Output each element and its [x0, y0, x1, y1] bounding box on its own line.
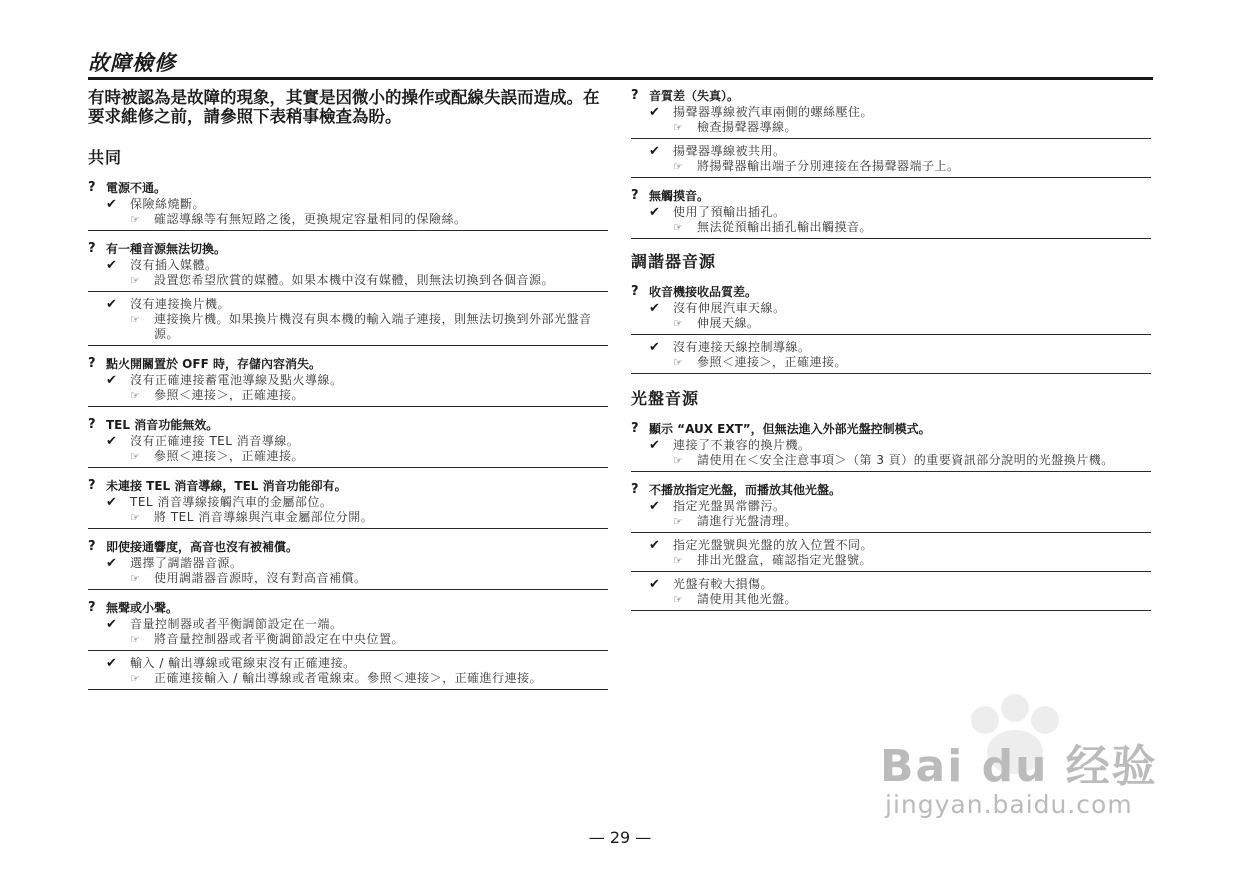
- cause-text: 沒有插入媒體。: [130, 258, 218, 272]
- disc-problem-list: [631, 421, 1151, 611]
- cause-row: [631, 438, 1151, 453]
- cause-text: 指定光盤號與光盤的放入位置不同。: [673, 538, 874, 552]
- solution-text: 參照＜連接＞，正確連接。: [697, 355, 848, 369]
- problem-text: 點火開關置於 OFF 時，存儲內容消失。: [106, 357, 321, 371]
- cause-row: [631, 205, 1151, 220]
- pointing-hand-icon: ☞: [673, 160, 684, 173]
- cause-row: [88, 297, 608, 312]
- pointing-hand-icon: ☞: [673, 317, 684, 330]
- problem-block: [631, 421, 1151, 472]
- solution-text: 參照＜連接＞，正確連接。: [154, 449, 305, 463]
- problem-row: [88, 356, 608, 372]
- solution-text: 無法從預輸出插孔輸出觸摸音。: [697, 220, 873, 234]
- solution-text: 設置您希望欣賞的媒體。如果本機中沒有媒體，則無法切換到各個音源。: [154, 273, 555, 287]
- problem-row: [631, 421, 1151, 437]
- problem-block: [88, 356, 608, 407]
- problem-text: 顯示 “AUX EXT”，但無法進入外部光盤控制模式。: [649, 422, 931, 436]
- solution-row: [88, 671, 608, 686]
- pointing-hand-icon: ☞: [130, 672, 141, 685]
- solution-text: 參照＜連接＞，正確連接。: [154, 388, 305, 402]
- cause-group: [88, 373, 608, 407]
- cause-group: [88, 297, 608, 346]
- problem-block: [88, 539, 608, 590]
- check-icon: ✔: [106, 297, 118, 312]
- check-icon: ✔: [649, 205, 661, 220]
- problem-text: 音質差（失真）。: [649, 89, 740, 103]
- solution-row: [631, 592, 1151, 607]
- cause-text: 保險絲燒斷。: [130, 197, 206, 211]
- solution-row: [88, 449, 608, 464]
- cause-text: 輸入 / 輸出導線或電線束沒有正確連接。: [130, 656, 356, 670]
- solution-text: 確認導線等有無短路之後，更換規定容量相同的保險絲。: [154, 212, 467, 226]
- problem-text: 無觸摸音。: [649, 189, 710, 203]
- problem-row: [631, 188, 1151, 204]
- question-icon: ?: [88, 417, 96, 432]
- problem-text: 電源不通。: [106, 181, 167, 195]
- watermark-brand: Bai du 经验: [880, 741, 1158, 792]
- cause-group: [88, 556, 608, 590]
- cause-group: [88, 434, 608, 468]
- title-rule: [88, 77, 1153, 80]
- question-icon: ?: [631, 482, 639, 497]
- cause-row: [631, 105, 1151, 120]
- pointing-hand-icon: ☞: [130, 633, 141, 646]
- problem-block: [88, 241, 608, 346]
- problem-text: 即使接通響度，高音也沒有被補償。: [106, 540, 299, 554]
- problem-block: [88, 600, 608, 690]
- cause-group: [631, 438, 1151, 472]
- pointing-hand-icon: ☞: [130, 389, 141, 402]
- pointing-hand-icon: ☞: [673, 454, 684, 467]
- question-icon: ?: [631, 421, 639, 436]
- cause-group: [631, 144, 1151, 178]
- check-icon: ✔: [106, 617, 118, 632]
- solution-row: [88, 312, 608, 342]
- problem-block: [631, 482, 1151, 611]
- check-icon: ✔: [649, 438, 661, 453]
- check-icon: ✔: [106, 656, 118, 671]
- solution-text: 請進行光盤清理。: [697, 514, 798, 528]
- solution-row: [631, 159, 1151, 174]
- check-icon: ✔: [106, 434, 118, 449]
- solution-text: 請使用在＜安全注意事項＞（第 3 頁）的重要資訊部分說明的光盤換片機。: [697, 453, 1114, 467]
- pointing-hand-icon: ☞: [130, 313, 141, 326]
- cause-group: [631, 205, 1151, 239]
- check-icon: ✔: [106, 495, 118, 510]
- problem-block: [88, 180, 608, 231]
- cause-text: 沒有伸展汽車天線。: [673, 301, 786, 315]
- cause-text: 選擇了調諧器音源。: [130, 556, 243, 570]
- question-icon: ?: [88, 180, 96, 195]
- pointing-hand-icon: ☞: [130, 450, 141, 463]
- cause-text: TEL 消音導線接觸汽車的金屬部位。: [130, 495, 333, 509]
- cause-row: [88, 495, 608, 510]
- problem-block: [631, 88, 1151, 178]
- cause-text: 沒有正確連接 TEL 消音導線。: [130, 434, 300, 448]
- solution-text: 排出光盤盒，確認指定光盤號。: [697, 553, 873, 567]
- cause-group: [631, 499, 1151, 533]
- pointing-hand-icon: ☞: [130, 572, 141, 585]
- section-disc: 光盤音源: [631, 389, 700, 408]
- cause-text: 指定光盤異常髒污。: [673, 499, 786, 513]
- solution-text: 連接換片機。如果換片機沒有與本機的輸入端子連接，則無法切換到外部光盤音源。: [154, 312, 592, 341]
- cause-row: [88, 197, 608, 212]
- page-title: 故障檢修: [88, 51, 176, 75]
- problem-row: [88, 180, 608, 196]
- solution-text: 檢查揚聲器導線。: [697, 120, 798, 134]
- pointing-hand-icon: ☞: [130, 274, 141, 287]
- solution-row: [88, 388, 608, 403]
- cause-row: [631, 301, 1151, 316]
- problem-row: [88, 241, 608, 257]
- check-icon: ✔: [649, 499, 661, 514]
- problem-block: [631, 188, 1151, 239]
- cause-row: [631, 499, 1151, 514]
- cause-group: [88, 617, 608, 651]
- left-column: [88, 88, 608, 700]
- cause-row: [631, 144, 1151, 159]
- section-tuner: 調諧器音源: [631, 252, 717, 271]
- cause-text: 沒有連接天線控制導線。: [673, 340, 811, 354]
- cause-text: 揚聲器導線被汽車兩側的螺絲壓住。: [673, 105, 874, 119]
- problem-row: [88, 478, 608, 494]
- problem-text: 有一種音源無法切換。: [106, 242, 227, 256]
- problem-row: [631, 284, 1151, 300]
- right-column: [631, 88, 1151, 621]
- intro-text: 有時被認為是故障的現象，其實是因微小的操作或配線失誤而造成。在要求維修之前，請參照下表稍事檢查為盼。: [88, 88, 600, 126]
- cause-group: [88, 495, 608, 529]
- cause-text: 沒有連接換片機。: [130, 297, 231, 311]
- solution-row: [88, 510, 608, 525]
- cause-group: [631, 105, 1151, 139]
- check-icon: ✔: [649, 538, 661, 553]
- problem-text: 不播放指定光盤，而播放其他光盤。: [649, 483, 842, 497]
- page-number: — 29 —: [588, 828, 652, 847]
- cause-row: [88, 656, 608, 671]
- pointing-hand-icon: ☞: [673, 221, 684, 234]
- solution-text: 伸展天線。: [697, 316, 760, 330]
- solution-row: [88, 571, 608, 586]
- cause-group: [631, 301, 1151, 335]
- problem-text: 未連接 TEL 消音導線，TEL 消音功能卻有。: [106, 479, 347, 493]
- solution-row: [88, 273, 608, 288]
- solution-row: [631, 120, 1151, 135]
- problem-row: [88, 417, 608, 433]
- check-icon: ✔: [106, 556, 118, 571]
- check-icon: ✔: [649, 144, 661, 159]
- check-icon: ✔: [649, 340, 661, 355]
- pointing-hand-icon: ☞: [130, 511, 141, 524]
- solution-text: 將音量控制器或者平衡調節設定在中央位置。: [154, 632, 405, 646]
- problem-row: [631, 482, 1151, 498]
- solution-row: [631, 453, 1151, 468]
- cause-group: [88, 197, 608, 231]
- cause-row: [631, 538, 1151, 553]
- check-icon: ✔: [649, 105, 661, 120]
- problem-text: 無聲或小聲。: [106, 601, 179, 615]
- question-icon: ?: [88, 478, 96, 493]
- solution-row: [88, 632, 608, 647]
- cause-text: 連接了不兼容的換片機。: [673, 438, 811, 452]
- solution-row: [631, 220, 1151, 235]
- pointing-hand-icon: ☞: [130, 213, 141, 226]
- problem-block: [631, 284, 1151, 374]
- cause-group: [631, 538, 1151, 572]
- cause-group: [631, 577, 1151, 611]
- problem-block: [88, 478, 608, 529]
- solution-row: [631, 514, 1151, 529]
- problem-row: [88, 600, 608, 616]
- check-icon: ✔: [106, 373, 118, 388]
- pointing-hand-icon: ☞: [673, 554, 684, 567]
- question-icon: ?: [631, 188, 639, 203]
- question-icon: ?: [631, 284, 639, 299]
- problem-text: 收音機接收品質差。: [649, 285, 758, 299]
- question-icon: ?: [631, 88, 639, 103]
- cause-row: [88, 617, 608, 632]
- pointing-hand-icon: ☞: [673, 356, 684, 369]
- solution-row: [631, 553, 1151, 568]
- solution-row: [88, 212, 608, 227]
- cause-group: [88, 656, 608, 690]
- solution-text: 請使用其他光盤。: [697, 592, 798, 606]
- pointing-hand-icon: ☞: [673, 121, 684, 134]
- solution-row: [631, 355, 1151, 370]
- question-icon: ?: [88, 241, 96, 256]
- solution-text: 將揚聲器輸出端子分別連接在各揚聲器端子上。: [697, 159, 960, 173]
- problem-block: [88, 417, 608, 468]
- check-icon: ✔: [106, 197, 118, 212]
- pointing-hand-icon: ☞: [673, 515, 684, 528]
- check-icon: ✔: [649, 577, 661, 592]
- question-icon: ?: [88, 356, 96, 371]
- cause-group: [88, 258, 608, 292]
- question-icon: ?: [88, 600, 96, 615]
- cause-text: 沒有正確連接蓄電池導線及點火導線。: [130, 373, 343, 387]
- solution-text: 正確連接輸入 / 輸出導線或者電線束。參照＜連接＞，正確進行連接。: [154, 671, 543, 685]
- watermark-url: jingyan.baidu.com: [885, 790, 1133, 819]
- left-problem-list: [88, 180, 608, 690]
- solution-row: [631, 316, 1151, 331]
- tuner-problem-list: [631, 284, 1151, 374]
- cause-row: [88, 373, 608, 388]
- cause-row: [88, 556, 608, 571]
- problem-row: [631, 88, 1151, 104]
- cause-row: [631, 340, 1151, 355]
- section-common: 共同: [88, 148, 123, 167]
- cause-group: [631, 340, 1151, 374]
- question-icon: ?: [88, 539, 96, 554]
- pointing-hand-icon: ☞: [673, 593, 684, 606]
- problem-text: TEL 消音功能無效。: [106, 418, 219, 432]
- cause-text: 使用了預輸出插孔。: [673, 205, 786, 219]
- cause-row: [88, 258, 608, 273]
- cause-text: 揚聲器導線被共用。: [673, 144, 786, 158]
- cause-text: 光盤有較大損傷。: [673, 577, 774, 591]
- solution-text: 將 TEL 消音導線與汽車金屬部位分開。: [154, 510, 374, 524]
- check-icon: ✔: [106, 258, 118, 273]
- solution-text: 使用調諧器音源時，沒有對高音補償。: [154, 571, 367, 585]
- cause-row: [88, 434, 608, 449]
- right-common-problem-list: [631, 88, 1151, 239]
- cause-row: [631, 577, 1151, 592]
- problem-row: [88, 539, 608, 555]
- check-icon: ✔: [649, 301, 661, 316]
- cause-text: 音量控制器或者平衡調節設定在一端。: [130, 617, 343, 631]
